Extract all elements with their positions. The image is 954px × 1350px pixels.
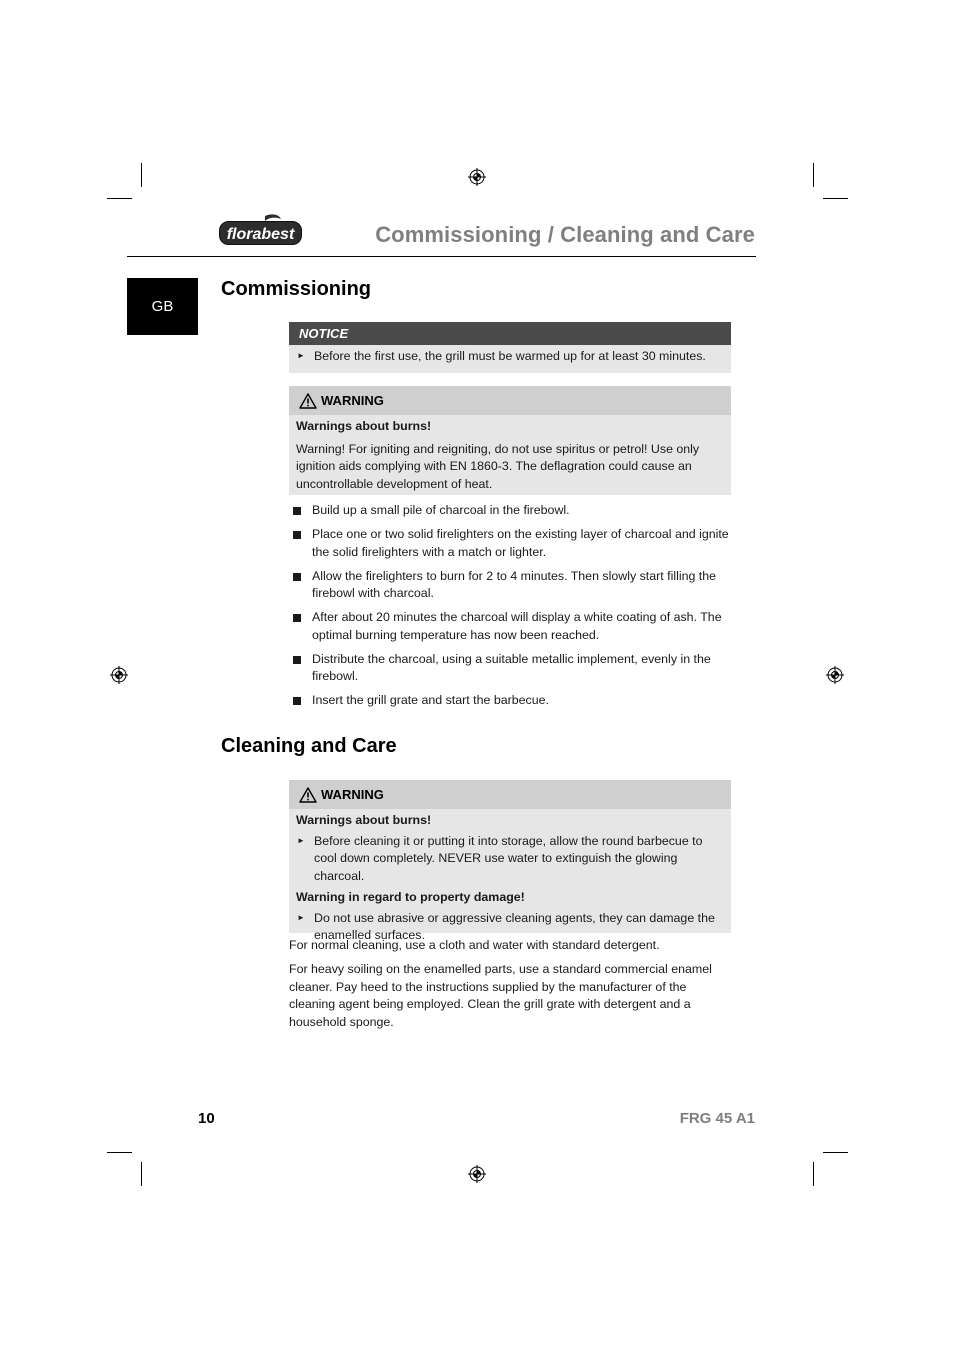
warning-header: [289, 780, 731, 809]
notice-item: [289, 348, 731, 366]
warning-box-burns: [289, 386, 731, 495]
square-bullet-icon: [293, 531, 301, 539]
square-bullet-icon: [293, 614, 301, 622]
step-text: After about 20 minutes the charcoal will display a white coating of ash. The optimal burning temperature has now been reached.: [312, 610, 722, 642]
warning-item: [289, 833, 723, 886]
notice-label: NOTICE: [289, 322, 731, 345]
section-heading-cleaning: Cleaning and Care: [221, 735, 397, 757]
section-heading-commissioning: Commissioning: [221, 278, 372, 300]
cleaning-paragraph-heavy: For heavy soiling on the enamelled parts, use a standard commercial enamel cleaner. Pay heed to the instructions supplied by the manufacturer of the cleaning agent being employed. Clean the grill grate with detergent and a household sponge.: [289, 962, 712, 1029]
warning-label: WARNING: [321, 392, 384, 408]
warning-item-text: Before cleaning it or putting it into storage, allow the round barbecue to cool down completely. NEVER use water to extinguish the glowing charcoal.: [314, 833, 703, 883]
square-bullet-icon: [293, 697, 301, 705]
crop-mark: [141, 1162, 142, 1186]
warning-header: [289, 386, 731, 415]
commissioning-steps: [293, 502, 733, 716]
crop-mark: [823, 198, 848, 199]
list-item: [293, 692, 733, 710]
notice-item-text: Before the first use, the grill must be warmed up for at least 30 minutes.: [314, 349, 706, 363]
crop-mark: [823, 1152, 848, 1153]
registration-mark-icon: [468, 1165, 486, 1183]
arrow-right-icon: ►: [297, 912, 305, 922]
warning-subheading-burns: Warnings about burns!: [296, 813, 432, 827]
crop-mark: [813, 163, 814, 187]
cleaning-paragraph-normal: For normal cleaning, use a cloth and water with standard detergent.: [289, 938, 660, 952]
language-tab: GB: [127, 278, 198, 335]
arrow-right-icon: ►: [297, 835, 305, 845]
registration-mark-icon: [468, 168, 486, 186]
square-bullet-icon: [293, 656, 301, 664]
warning-label: WARNING: [321, 786, 384, 802]
step-text: Insert the grill grate and start the barbecue.: [312, 693, 549, 707]
brand-logo-text: florabest: [226, 226, 295, 243]
step-text: Build up a small pile of charcoal in the firebowl.: [312, 503, 570, 517]
step-text: Allow the firelighters to burn for 2 to 4 minutes. Then slowly start filling the firebowl with charcoal.: [312, 568, 717, 600]
square-bullet-icon: [293, 507, 301, 515]
brand-logo: [219, 213, 303, 247]
model-number: FRG 45 A1: [679, 1110, 755, 1127]
list-item: [293, 651, 733, 686]
crop-mark: [107, 1152, 132, 1153]
crop-mark: [813, 1162, 814, 1186]
arrow-right-icon: ►: [297, 351, 305, 360]
warning-triangle-icon: [299, 393, 317, 409]
page-number: 10: [198, 1110, 215, 1127]
warning-box-cleaning: [289, 780, 731, 942]
warning-subheading-damage: Warning in regard to property damage!: [296, 890, 525, 904]
list-item: [293, 526, 733, 561]
registration-mark-icon: [826, 666, 844, 684]
warning-text: Warning! For igniting and reigniting, do not use spiritus or petrol! Use only ignition aids complying with EN 1860-3. The deflagration could cause an uncontrollable development of heat.: [296, 441, 700, 491]
header-divider: [127, 256, 756, 257]
crop-mark: [141, 163, 142, 187]
square-bullet-icon: [293, 573, 301, 581]
page-header-title: Commissioning / Cleaning and Care: [375, 222, 755, 247]
warning-item-text: Do not use abrasive or aggressive cleaning agents, they can damage the enamelled surfaces.: [314, 910, 715, 942]
crop-mark: [107, 198, 132, 199]
list-item: [293, 502, 733, 520]
warning-triangle-icon: [299, 787, 317, 803]
list-item: [293, 609, 733, 644]
list-item: [293, 568, 733, 603]
step-text: Distribute the charcoal, using a suitable metallic implement, evenly in the firebowl.: [312, 651, 711, 683]
warning-subheading: Warnings about burns!: [296, 419, 432, 433]
registration-mark-icon: [110, 666, 128, 684]
step-text: Place one or two solid firelighters on the existing layer of charcoal and ignite the solid firelighters with a match or lighter.: [312, 527, 729, 559]
notice-box: [289, 322, 731, 373]
